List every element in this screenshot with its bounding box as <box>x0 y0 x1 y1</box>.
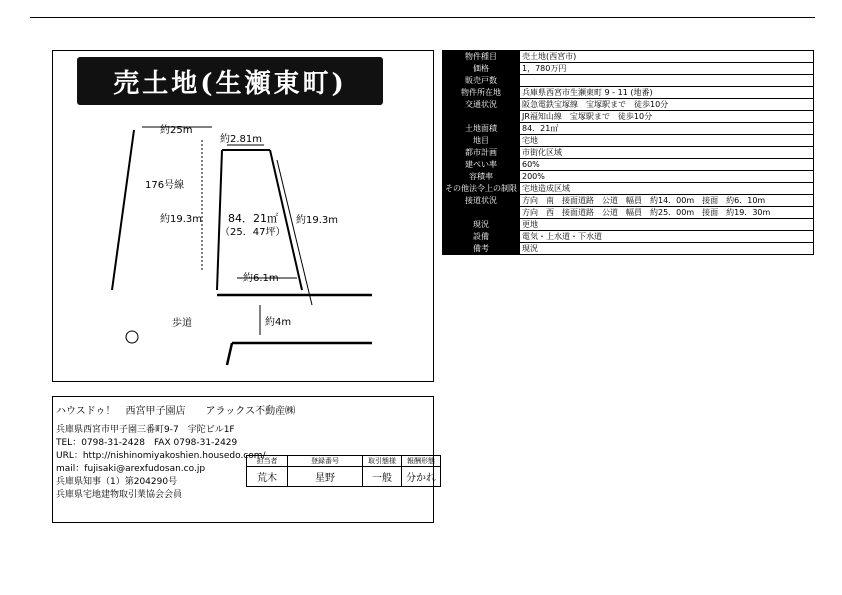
info-row <box>443 99 814 111</box>
listing-banner: 売土地(生瀬東町) <box>77 57 383 105</box>
info-label: 設備 <box>443 231 520 243</box>
info-row <box>443 183 814 195</box>
info-label: 建ぺい率 <box>443 159 520 171</box>
info-label <box>443 207 520 219</box>
info-row <box>443 63 814 75</box>
info-row <box>443 171 814 183</box>
top-rule <box>30 17 815 18</box>
info-label: 地目 <box>443 135 520 147</box>
info-row <box>443 87 814 99</box>
depth-right-label: 約19.3m <box>296 215 339 226</box>
frontage-top-label: 約2.81m <box>220 134 263 145</box>
road-width-label: 約4m <box>265 317 292 328</box>
info-row <box>443 111 814 123</box>
info-row <box>443 147 814 159</box>
info-row <box>443 123 814 135</box>
stamp-value: 荒木 <box>247 467 288 487</box>
info-row <box>443 195 814 207</box>
info-value: 兵庫県西宮市生瀬東町 9 - 11 (地番) <box>520 87 814 99</box>
info-label: 物件種目 <box>443 51 520 63</box>
stamp-header: 報酬形態 <box>402 456 441 467</box>
info-value: 200% <box>520 171 814 183</box>
info-value <box>520 75 814 87</box>
info-value: 電気・上水道・下水道 <box>520 231 814 243</box>
width-top-label: 約25m <box>160 125 193 136</box>
site-plan <box>52 105 434 382</box>
stamp-header: 取引態様 <box>363 456 402 467</box>
stamp-value: 星野 <box>288 467 363 487</box>
info-value: 60% <box>520 159 814 171</box>
info-row <box>443 219 814 231</box>
info-row <box>443 51 814 63</box>
road-name-label: 176号線 <box>145 180 185 191</box>
info-value: 現況 <box>520 243 814 255</box>
info-value: 更地 <box>520 219 814 231</box>
stamp-value: 一般 <box>363 467 402 487</box>
info-row <box>443 231 814 243</box>
info-value: 市街化区域 <box>520 147 814 159</box>
stamp-header: 担当者 <box>247 456 288 467</box>
info-label: 接道状況 <box>443 195 520 207</box>
info-row <box>443 243 814 255</box>
agent-license: 兵庫県知事（1）第204290号 <box>56 477 178 487</box>
info-value: 宅地 <box>520 135 814 147</box>
info-label: 現況 <box>443 219 520 231</box>
info-row <box>443 75 814 87</box>
info-label: 交通状況 <box>443 99 520 111</box>
info-row <box>443 135 814 147</box>
stamp-header: 登録番号 <box>288 456 363 467</box>
info-label: 容積率 <box>443 171 520 183</box>
sidewalk-label: 歩道 <box>172 318 192 329</box>
info-label: 都市計画 <box>443 147 520 159</box>
property-info-table <box>442 50 814 255</box>
info-value: 方向 南 接面道路 公道 幅員 約14．00m 接面 約6．10m <box>520 195 814 207</box>
stamp-value: 分かれ <box>402 467 441 487</box>
info-label: 物件所在地 <box>443 87 520 99</box>
area-tsubo-label: （25．47坪） <box>220 227 286 238</box>
info-label: 販売戸数 <box>443 75 520 87</box>
info-row <box>443 207 814 219</box>
info-value: 方向 西 接面道路 公道 幅員 約25．00m 接面 約19．30m <box>520 207 814 219</box>
info-value: 売土地(西宮市) <box>520 51 814 63</box>
agent-address: 兵庫県西宮市甲子園三番町9-7 宇陀ビル1F <box>56 425 235 435</box>
stamp-table <box>246 455 441 487</box>
agent-email: mail：fujisaki@arexfudosan.co.jp <box>56 464 206 474</box>
info-label: その他法令上の制限 <box>443 183 520 195</box>
info-value: 1，780万円 <box>520 63 814 75</box>
info-value: 84．21㎡ <box>520 123 814 135</box>
info-row <box>443 159 814 171</box>
frontage-bottom-label: 約6.1m <box>243 273 279 284</box>
info-label: 土地面積 <box>443 123 520 135</box>
info-label: 価格 <box>443 63 520 75</box>
agent-url: URL：http://nishinomiyakoshien.housedo.com/ <box>56 451 266 461</box>
info-value: 宅地造成区域 <box>520 183 814 195</box>
agent-name: ハウスドゥ！ 西宮甲子園店 アラックス不動産㈱ <box>56 406 296 417</box>
agent-association: 兵庫県宅地建物取引業協会会員 <box>56 490 183 500</box>
info-value: JR福知山線 宝塚駅まで 徒歩10分 <box>520 111 814 123</box>
info-label: 備考 <box>443 243 520 255</box>
info-label <box>443 111 520 123</box>
info-value: 阪急電鉄宝塚線 宝塚駅まで 徒歩10分 <box>520 99 814 111</box>
agent-phone: TEL：0798-31-2428 FAX 0798-31-2429 <box>56 438 238 448</box>
depth-left-label: 約19.3m <box>160 214 203 225</box>
area-sqm-label: 84．21㎡ <box>228 212 278 225</box>
